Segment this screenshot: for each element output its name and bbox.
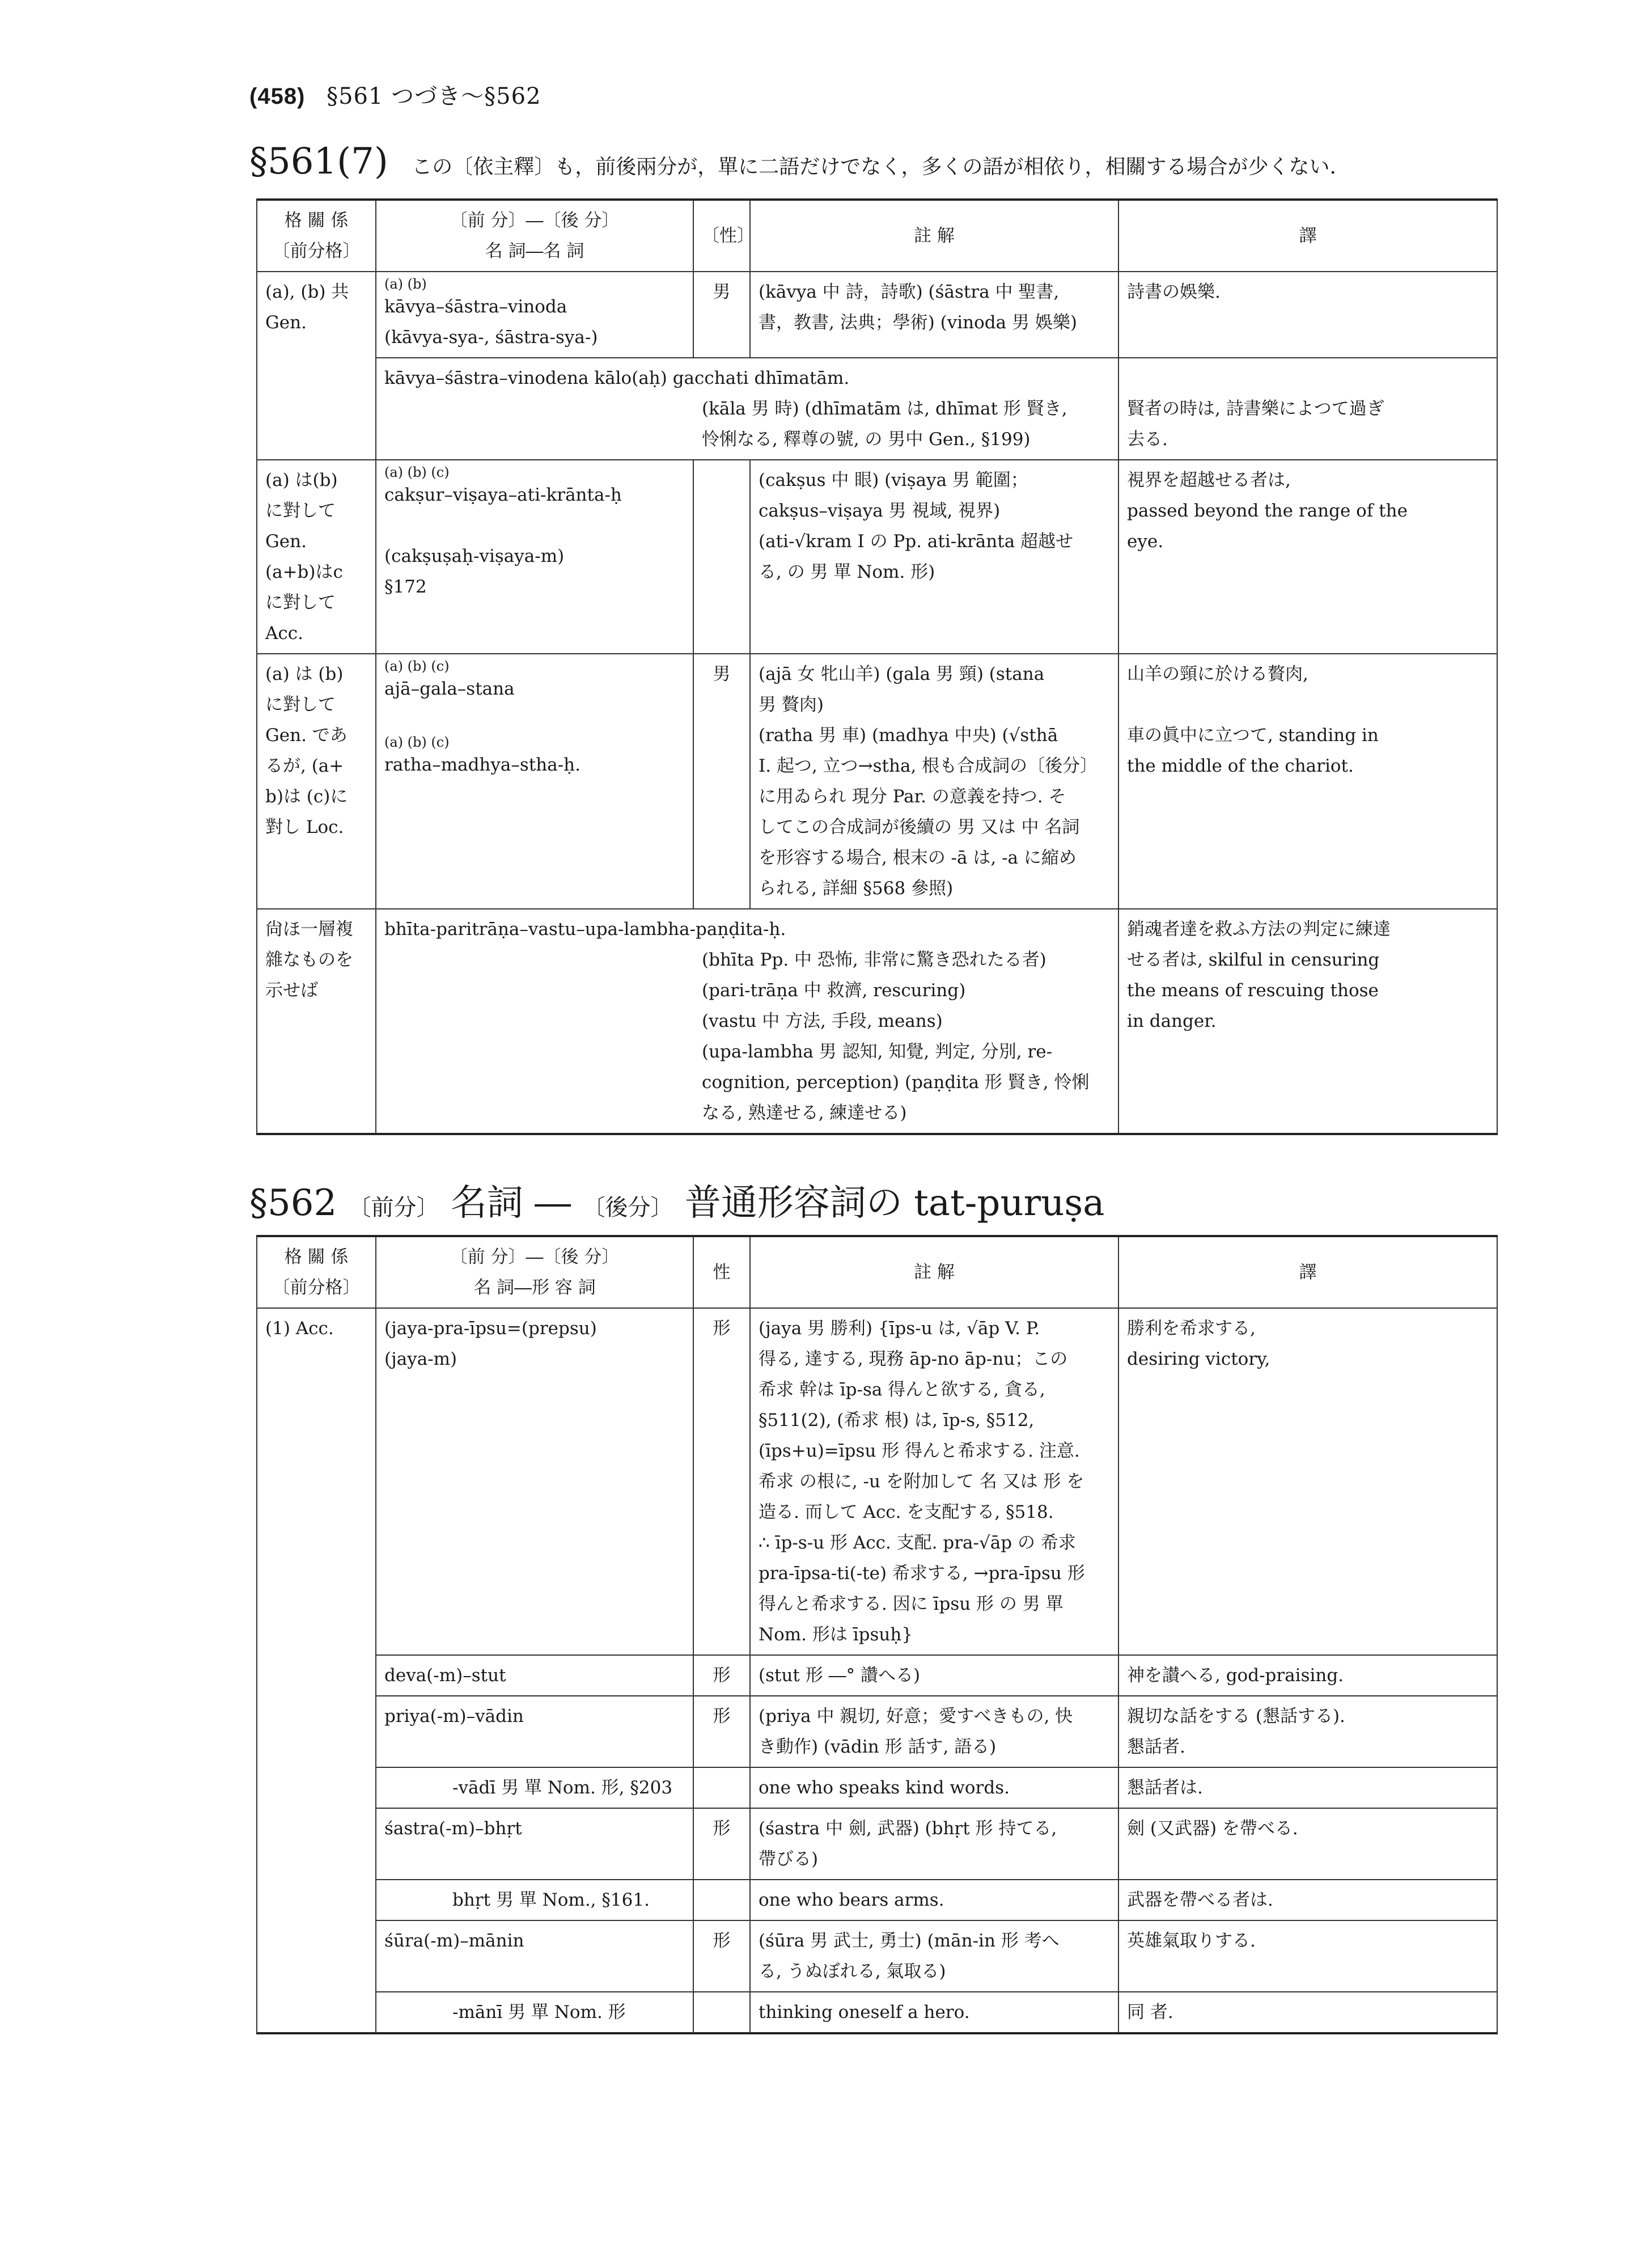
note-cell: (cakṣus 中 眼) (viṣaya 男 範圍； cakṣus–viṣaya 男 視域, 視界) (ati-√kram I の Pp. ati-krānta 超越せ る, の 男 單 Nom. 形) xyxy=(750,460,1118,654)
gender-cell xyxy=(693,1767,750,1808)
header-gender: 〔性〕 xyxy=(693,200,750,272)
section-number: §562 xyxy=(249,1182,337,1224)
translation-cell: 勝利を希求する, desiring victory, xyxy=(1118,1308,1497,1655)
gender-cell: 形 xyxy=(693,1696,750,1767)
translation-cell: 親切な話をする (懇話する). 懇話者. xyxy=(1118,1696,1497,1767)
relation-cell: (a) は(b) に對して Gen. (a+b)はc に對して Acc. xyxy=(257,460,376,654)
translation-cell: 武器を帶べる者は. xyxy=(1118,1880,1497,1920)
form-cell: śastra(-m)–bhṛt xyxy=(376,1808,693,1880)
table-row xyxy=(257,1767,1497,1808)
note-cell: (śastra 中 劍, 武器) (bhṛt 形 持てる, 帶びる) xyxy=(750,1808,1118,1880)
translation-cell: 視界を超越せる者は, passed beyond the range of the eye. xyxy=(1118,460,1497,654)
translation-cell: 賢者の時は, 詩書樂によつて過ぎ 去る. xyxy=(1118,358,1497,460)
form-cell: (a) (b) (c) ajā–gala–stana (a) (b) (c) ratha–madhya–stha-ḥ. xyxy=(376,654,693,909)
header-translation: 譯 xyxy=(1118,200,1497,272)
header-translation: 譯 xyxy=(1118,1236,1497,1308)
example-sentence-cell: kāvya–śāstra–vinodena kālo(aḥ) gacchati dhīmatām. (kāla 男 時) (dhīmatām は, dhīmat 形 賢き, 怜悧なる, 釋尊の號, の 男中 Gen., §199) xyxy=(376,358,1118,460)
header-gender: 性 xyxy=(693,1236,750,1308)
header-notes: 註 解 xyxy=(750,200,1118,272)
translation-cell: 詩書の娛樂. xyxy=(1118,272,1497,358)
gender-cell xyxy=(693,460,750,654)
translation-cell: 神を讃へる, god-praising. xyxy=(1118,1655,1497,1696)
gender-cell: 男 xyxy=(693,272,750,358)
table-row xyxy=(257,272,1497,358)
heading-rest: 普通形容詞の tat-puruṣa xyxy=(684,1182,1105,1224)
table-header xyxy=(257,200,1497,272)
form-cell: śūra(-m)–mānin xyxy=(376,1920,693,1992)
translation-cell: 懇話者は. xyxy=(1118,1767,1497,1808)
section-562-heading xyxy=(249,1174,1104,1226)
noun-label: 名詞 ― xyxy=(450,1182,571,1224)
form-cell: deva(-m)–stut xyxy=(376,1655,693,1696)
note-cell: one who bears arms. xyxy=(750,1880,1118,1920)
gender-cell xyxy=(693,1992,750,2033)
header-relation: 格 關 係 〔前分格〕 xyxy=(257,1236,376,1308)
relation-cell: (1) Acc. xyxy=(257,1308,376,2033)
page-number: (458) xyxy=(249,84,306,109)
section-number: §561(7) xyxy=(249,141,388,183)
table-row xyxy=(257,460,1497,654)
running-head xyxy=(249,78,541,111)
translation-cell: 劍 (又武器) を帶べる. xyxy=(1118,1808,1497,1880)
form-cell: bhṛt 男 單 Nom., §161. xyxy=(376,1880,693,1920)
note-cell: one who speaks kind words. xyxy=(750,1767,1118,1808)
form-cell: priya(-m)–vādin xyxy=(376,1696,693,1767)
table-561 xyxy=(256,198,1498,1135)
translation-cell: 山羊の頸に於ける贅肉, 車の眞中に立つて, standing in the middle of the chariot. xyxy=(1118,654,1497,909)
note-cell: (kāvya 中 詩，詩歌) (śāstra 中 聖書, 書，教書, 法典；學術) (vinoda 男 娛樂) xyxy=(750,272,1118,358)
gender-cell: 形 xyxy=(693,1655,750,1696)
note-cell: (priya 中 親切, 好意；愛すべきもの, 快 き動作) (vādin 形 話す, 語る) xyxy=(750,1696,1118,1767)
form-cell: -vādī 男 單 Nom. 形, §203 xyxy=(376,1767,693,1808)
prefix-label: 〔前分〕 xyxy=(348,1195,439,1221)
table-header xyxy=(257,1236,1497,1308)
form-cell: -mānī 男 單 Nom. 形 xyxy=(376,1992,693,2033)
table-row xyxy=(257,358,1497,460)
gender-cell: 形 xyxy=(693,1920,750,1992)
section-range: §561 つづき〜§562 xyxy=(327,83,541,109)
note-cell: (stut 形 ―° 讚へる) xyxy=(750,1655,1118,1696)
gender-cell: 形 xyxy=(693,1808,750,1880)
table-row xyxy=(257,1696,1497,1767)
table-562 xyxy=(256,1235,1498,2034)
section-intro: この〔依主釋〕も，前後兩分が，單に二語だけでなく，多くの語が相依り，相關する場合が少くない. xyxy=(412,155,1336,179)
note-cell: (ajā 女 牝山羊) (gala 男 頸) (stana 男 贅肉) (ratha 男 車) (madhya 中央) (√sthā I. 起つ, 立つ→stha, 根も合成詞の〔後分〕 に用ゐられ 現分 Par. の意義を持つ. そ してこの合成詞が後續の 男 又は 中 名詞 を形容する場合, 根末の -ā は, -a に縮め られる, 詳細 §568 參照) xyxy=(750,654,1118,909)
note-cell: thinking oneself a hero. xyxy=(750,1992,1118,2033)
table-row xyxy=(257,1880,1497,1920)
table-row xyxy=(257,654,1497,909)
relation-cell: 尙ほ一層複 雜なものを 示せば xyxy=(257,909,376,1134)
table-row xyxy=(257,1992,1497,2033)
complex-example-cell: bhīta-paritrāṇa–vastu–upa-lambha-paṇḍita-ḥ. (bhīta Pp. 中 恐怖, 非常に驚き恐れたる者) (pari-trāṇa 中 救濟, rescuring) (vastu 中 方法, 手段, means) (upa-lambha 男 認知, 知覺, 判定, 分別, re- cognition, perception) (paṇḍita 形 賢き, 怜悧 なる, 熟達せる, 練達せる) xyxy=(376,909,1118,1134)
gender-cell: 形 xyxy=(693,1308,750,1655)
relation-cell: (a), (b) 共 Gen. xyxy=(257,272,376,460)
table-row xyxy=(257,909,1497,1134)
translation-cell: 同 者. xyxy=(1118,1992,1497,2033)
header-parts: 〔前 分〕―〔後 分〕 名 詞―名 詞 xyxy=(376,200,693,272)
header-parts: 〔前 分〕―〔後 分〕 名 詞―形 容 詞 xyxy=(376,1236,693,1308)
section-561-heading xyxy=(249,141,1497,183)
note-cell: (śūra 男 武士, 勇士) (mān-in 形 考へ る, うぬぼれる, 氣取る) xyxy=(750,1920,1118,1992)
form-cell: (jaya-pra-īpsu=(prepsu) (jaya-m) xyxy=(376,1308,693,1655)
form-cell: (a) (b) (c) cakṣur–viṣaya–ati-krānta-ḥ (cakṣuṣaḥ-viṣaya-m) §172 xyxy=(376,460,693,654)
table-row xyxy=(257,1920,1497,1992)
translation-cell: 英雄氣取りする. xyxy=(1118,1920,1497,1992)
header-relation: 格 關 係 〔前分格〕 xyxy=(257,200,376,272)
note-cell: (jaya 男 勝利) {īps-u は, √āp V. P. 得る, 達する, 現務 āp-no āp-nu；この 希求 幹は īp-sa 得んと欲する, 貪る, §511(2), (希求 根) は, īp-s, §512, (īps+u)=īpsu 形 得んと希求する. 注意. 希求 の根に, -u を附加して 名 又は 形 を 造る. 而して Acc. を支配する, §518. ∴ īp-s-u 形 Acc. 支配. pra-√āp の 希求 pra-īpsa-ti(-te) 希求する, →pra-īpsu 形 得んと希求する. 因に īpsu 形 の 男 單 Nom. 形は īpsuḥ} xyxy=(750,1308,1118,1655)
suffix-label: 〔後分〕 xyxy=(582,1195,673,1221)
table-row xyxy=(257,1808,1497,1880)
table-row xyxy=(257,1655,1497,1696)
gender-cell: 男 xyxy=(693,654,750,909)
form-cell: (a) (b) kāvya–śāstra–vinoda (kāvya-sya-, śāstra-sya-) xyxy=(376,272,693,358)
translation-cell: 銷魂者達を救ふ方法の判定に練達 せる者は, skilful in censuring the means of rescuing those in danger. xyxy=(1118,909,1497,1134)
table-row xyxy=(257,1308,1497,1655)
relation-cell: (a) は (b) に對して Gen. であ るが, (a+ b)は (c)に 對し Loc. xyxy=(257,654,376,909)
header-notes: 註 解 xyxy=(750,1236,1118,1308)
gender-cell xyxy=(693,1880,750,1920)
